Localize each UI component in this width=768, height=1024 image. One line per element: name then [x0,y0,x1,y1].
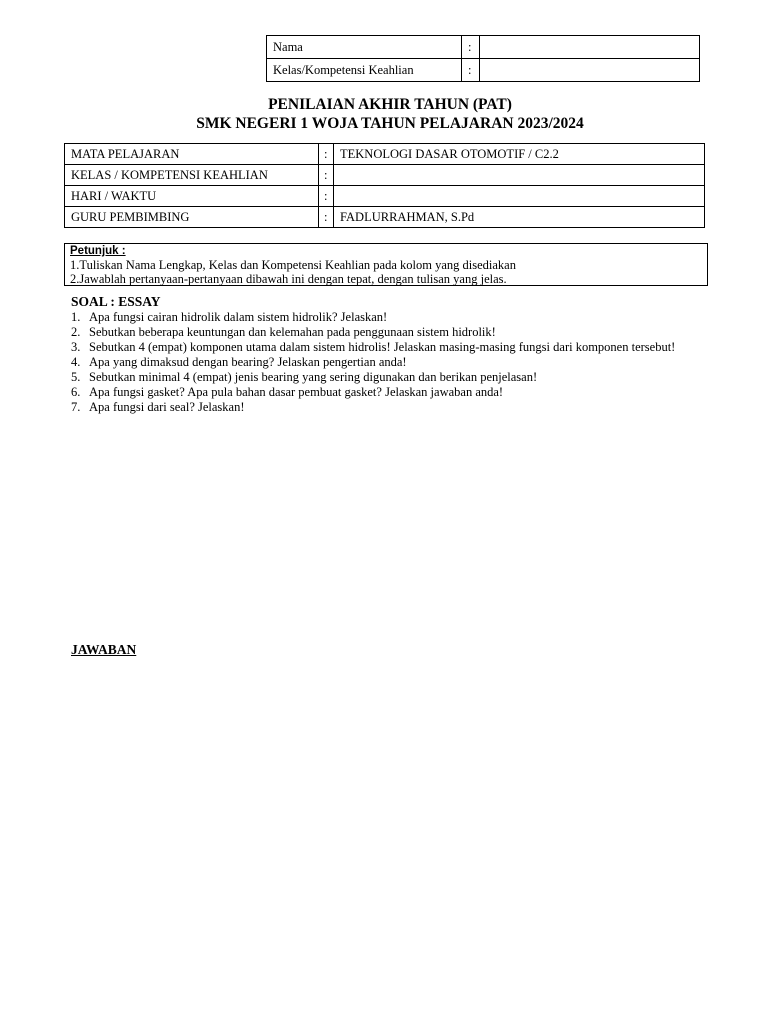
teacher-value: FADLURRAHMAN, S.Pd [334,207,705,228]
name-colon: : [462,36,480,59]
exam-info-row [65,207,705,228]
question-number: 3. [71,340,81,354]
student-name-row [267,36,700,59]
exam-title-line-1: PENILAIAN AKHIR TAHUN (PAT) [268,96,512,113]
class-competency-colon: : [319,165,334,186]
question-number: 4. [71,355,81,369]
subject-value: TEKNOLOGI DASAR OTOMOTIF / C2.2 [334,144,705,165]
question-item [71,310,701,324]
question-text: Sebutkan 4 (empat) komponen utama dalam sistem hidrolis! Jelaskan masing-masing fungsi dari komponen tersebut! [89,340,676,354]
name-field[interactable] [480,36,700,59]
class-field[interactable] [480,59,700,82]
exam-info-row [65,144,705,165]
instruction-line-2: 2.Jawablah pertanyaan-pertanyaan dibawah ini dengan tepat, dengan tulisan yang jelas. [70,272,507,286]
class-colon: : [462,59,480,82]
class-competency-value[interactable] [334,165,705,186]
question-list [71,310,701,415]
question-text: Sebutkan beberapa keuntungan dan kelemahan pada penggunaan sistem hidrolik! [89,325,496,339]
teacher-colon: : [319,207,334,228]
question-item [71,400,701,414]
question-item [71,340,701,354]
name-label: Nama [267,36,462,59]
exam-title-line-2: SMK NEGERI 1 WOJA TAHUN PELAJARAN 2023/2024 [196,115,584,132]
question-text: Apa fungsi gasket? Apa pula bahan dasar pembuat gasket? Jelaskan jawaban anda! [89,385,504,399]
answer-heading: JAWABAN [71,642,137,657]
exam-info-table [64,143,705,228]
question-text: Apa fungsi cairan hidrolik dalam sistem hidrolik? Jelaskan! [89,310,388,324]
exam-info-row [65,186,705,207]
question-item [71,325,701,339]
instructions-heading: Petunjuk : [70,245,126,257]
teacher-label: GURU PEMBIMBING [65,207,319,228]
question-number: 2. [71,325,81,339]
question-number: 5. [71,370,81,384]
question-number: 7. [71,400,81,414]
essay-heading: SOAL : ESSAY [71,294,161,309]
subject-label: MATA PELAJARAN [65,144,319,165]
question-item [71,355,701,369]
exam-info-row [65,165,705,186]
subject-colon: : [319,144,334,165]
day-time-value[interactable] [334,186,705,207]
day-time-label: HARI / WAKTU [65,186,319,207]
day-time-colon: : [319,186,334,207]
question-item [71,370,701,384]
question-text: Apa fungsi dari seal? Jelaskan! [89,400,245,414]
question-item [71,385,701,399]
question-number: 6. [71,385,81,399]
instructions-box [64,243,708,286]
class-competency-label: KELAS / KOMPETENSI KEAHLIAN [65,165,319,186]
question-text: Apa yang dimaksud dengan bearing? Jelaskan pengertian anda! [89,355,407,369]
class-label: Kelas/Kompetensi Keahlian [267,59,462,82]
student-class-row [267,59,700,82]
instruction-line-1: 1.Tuliskan Nama Lengkap, Kelas dan Kompetensi Keahlian pada kolom yang disediakan [70,258,516,272]
question-text: Sebutkan minimal 4 (empat) jenis bearing yang sering digunakan dan berikan penjelasan! [89,370,538,384]
student-identity-table [266,35,700,82]
exam-title [0,95,768,133]
question-number: 1. [71,310,81,324]
